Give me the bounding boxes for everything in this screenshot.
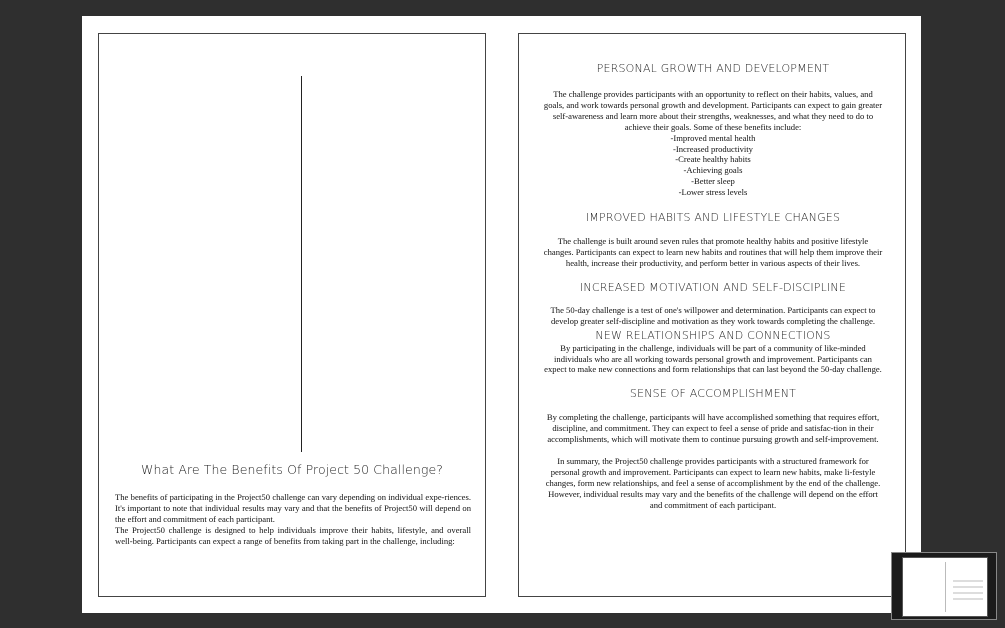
left-page-heading: What Are The Benefits Of Project 50 Challenge? bbox=[141, 462, 443, 477]
section-body-relationships: By participating in the challenge, individuals will be part of a community of like-minded individuals who are all working towards personal growth and improvement. Participants can expect to make new connections and form relationships that can last beyond the 50-day challenge. bbox=[544, 342, 882, 375]
list-item: -Increased productivity bbox=[673, 143, 753, 154]
section-title-improved-habits: IMPROVED HABITS AND LIFESTYLE CHANGES bbox=[585, 211, 841, 225]
left-page bbox=[98, 33, 486, 597]
left-paragraph-2: The Project50 challenge is designed to help individuals improve their habits, lifestyle, and overall well-being. Participants can expect a range of benefits from taking part in the challenge, including: bbox=[115, 525, 471, 546]
list-item: -Improved mental health bbox=[670, 132, 756, 143]
section-title-motivation: INCREASED MOTIVATION AND SELF-DISCIPLINE bbox=[579, 280, 846, 294]
section-body-motivation: The 50-day challenge is a test of one's willpower and determination. Participants can expect to develop greater self-discipline and motivation as they work towards completing the challenge. bbox=[550, 304, 876, 326]
left-paragraph-1: The benefits of participating in the Project50 challenge can vary depending on individual expe-riences. It's important to note that individual results may vary and that the benefits of Project50 will depend on the effort and commitment of each participant. bbox=[115, 492, 471, 524]
benefits-list bbox=[543, 133, 883, 198]
section-title-accomplishment: SENSE OF ACCOMPLISHMENT bbox=[629, 387, 797, 401]
right-page-content bbox=[543, 60, 883, 511]
right-page bbox=[518, 33, 906, 597]
page-spread bbox=[82, 16, 921, 613]
left-page-body bbox=[115, 492, 471, 547]
section-body-personal-growth: The challenge provides participants with an opportunity to reflect on their habits, values, and goals, and work towards personal growth and development. Participants can expect to gain greater self-awareness and learn more about their strengths, weaknesses, and what they need to do to achieve their goals. Some of these benefits include: bbox=[543, 89, 883, 132]
summary-paragraph: In summary, the Project50 challenge provides participants with a structured framework for personal growth and improvement. Participants can expect to learn new habits, make li-festyle changes, form new relationships, and feel a sense of accomplishment by the end of the challenge. However, individual results may vary and the benefits of the challenge will depend on the effort and commitment of each participant. bbox=[545, 456, 881, 510]
list-item: -Achieving goals bbox=[683, 165, 743, 176]
section-body-accomplishment: By completing the challenge, participants will have accomplished something that requires effort, discipline, and commitment. They can expect to feel a sense of pride and satisfac-tion in their accomplishments, which will motivate them to continue pursuing growth and self-improvement. bbox=[546, 412, 880, 445]
list-item: -Create healthy habits bbox=[675, 154, 751, 165]
list-item: -Lower stress levels bbox=[678, 187, 748, 198]
section-title-relationships: NEW RELATIONSHIPS AND CONNECTIONS bbox=[595, 328, 831, 342]
section-title-personal-growth: PERSONAL GROWTH AND DEVELOPMENT bbox=[596, 62, 830, 75]
section-body-improved-habits: The challenge is built around seven rules that promote healthy habits and positive lifestyle changes. Participants can expect to learn new habits and routines that will help them improve their health, increase their productivity, and perform better in various aspects of their lives. bbox=[543, 236, 883, 268]
decorative-vertical-line bbox=[301, 76, 302, 452]
page-thumbnail-navigator[interactable] bbox=[891, 552, 997, 620]
list-item: -Better sleep bbox=[691, 176, 735, 187]
thumbnail-preview[interactable] bbox=[902, 557, 988, 617]
